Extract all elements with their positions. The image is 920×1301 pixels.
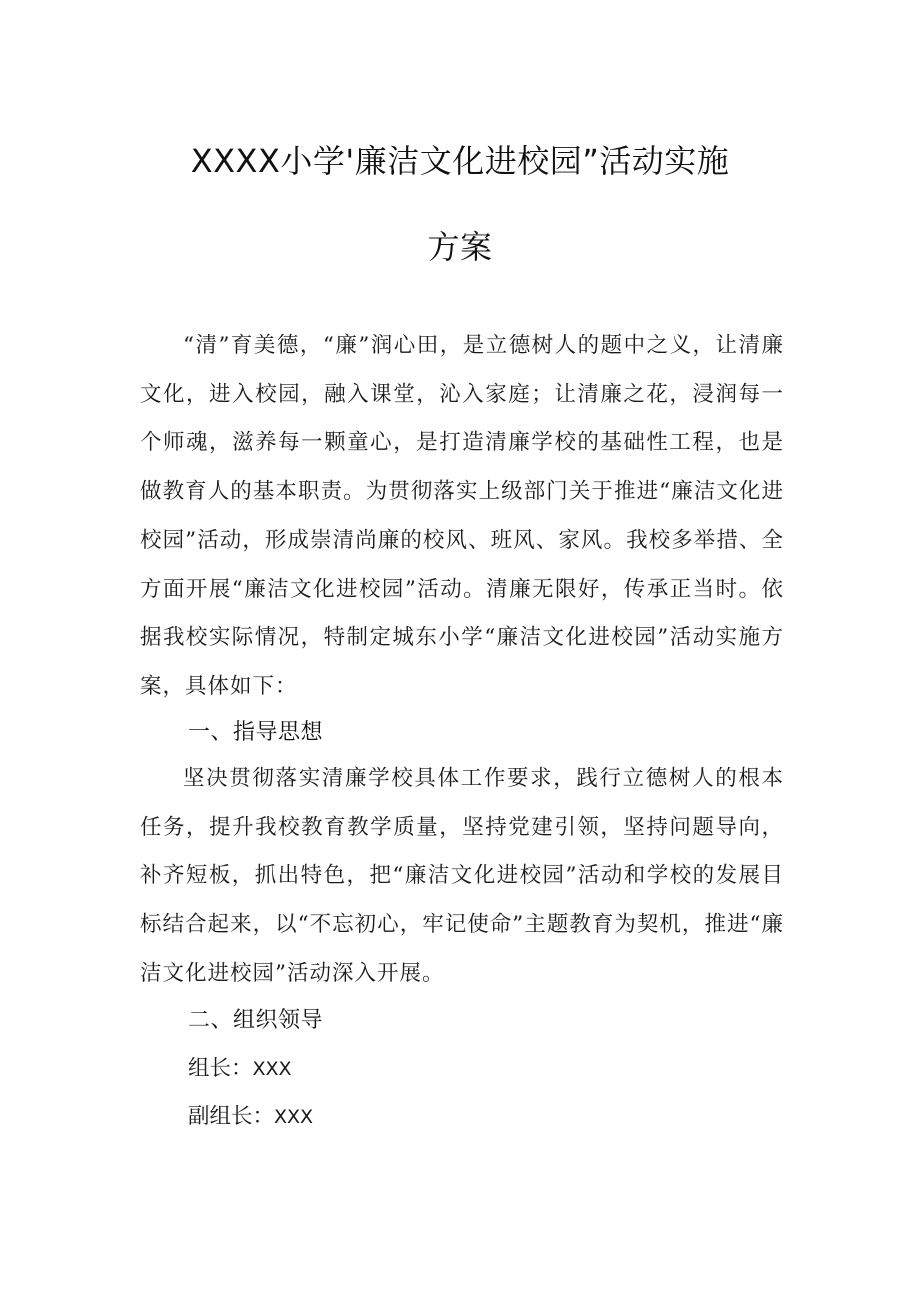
document-title-line-1: XXXX小学'廉洁文化进校园”活动实施 [190,142,730,180]
intro-paragraph: “清”育美德，“廉”润心田，是立德树人的题中之义，让清廉文化，进入校园，融入课堂，沁入家庭；让清廉之花，浸润每一个师魂，滋养每一颗童心，是打造清廉学校的基础性工程，也是做教育人的基本职责。为贯彻落实上级部门关于推进“廉洁文化进校园”活动，形成崇清尚廉的校风、班风、家风。我校多举措、全方面开展“廉洁文化进校园”活动。清廉无限好，传承正当时。依据我校实际情况，特制定城东小学“廉洁文化进校园”活动实施方案，具体如下： [140,333,784,699]
section-heading-guiding-ideology: 一、指导思想 [188,720,324,745]
section-heading-organization: 二、组织领导 [188,1008,324,1033]
guiding-ideology-paragraph: 坚决贯彻落实清廉学校具体工作要求，践行立德树人的根本任务，提升我校教育教学质量，坚持党建引领，坚持问题导向，补齐短板，抓出特色，把“廉洁文化进校园”活动和学校的发展目标结合起来，以“不忘初心，牢记使命”主题教育为契机，推进“廉洁文化进校园”活动深入开展。 [140,766,784,986]
member-role: 副组长： [188,1104,275,1129]
member-leader [188,1051,292,1082]
member-name: XXX [252,1058,292,1080]
member-deputy-leader [188,1099,313,1130]
document-title-line-2: 方案 [427,228,493,266]
member-role: 组长： [188,1056,253,1081]
member-name: XXX [274,1106,314,1128]
